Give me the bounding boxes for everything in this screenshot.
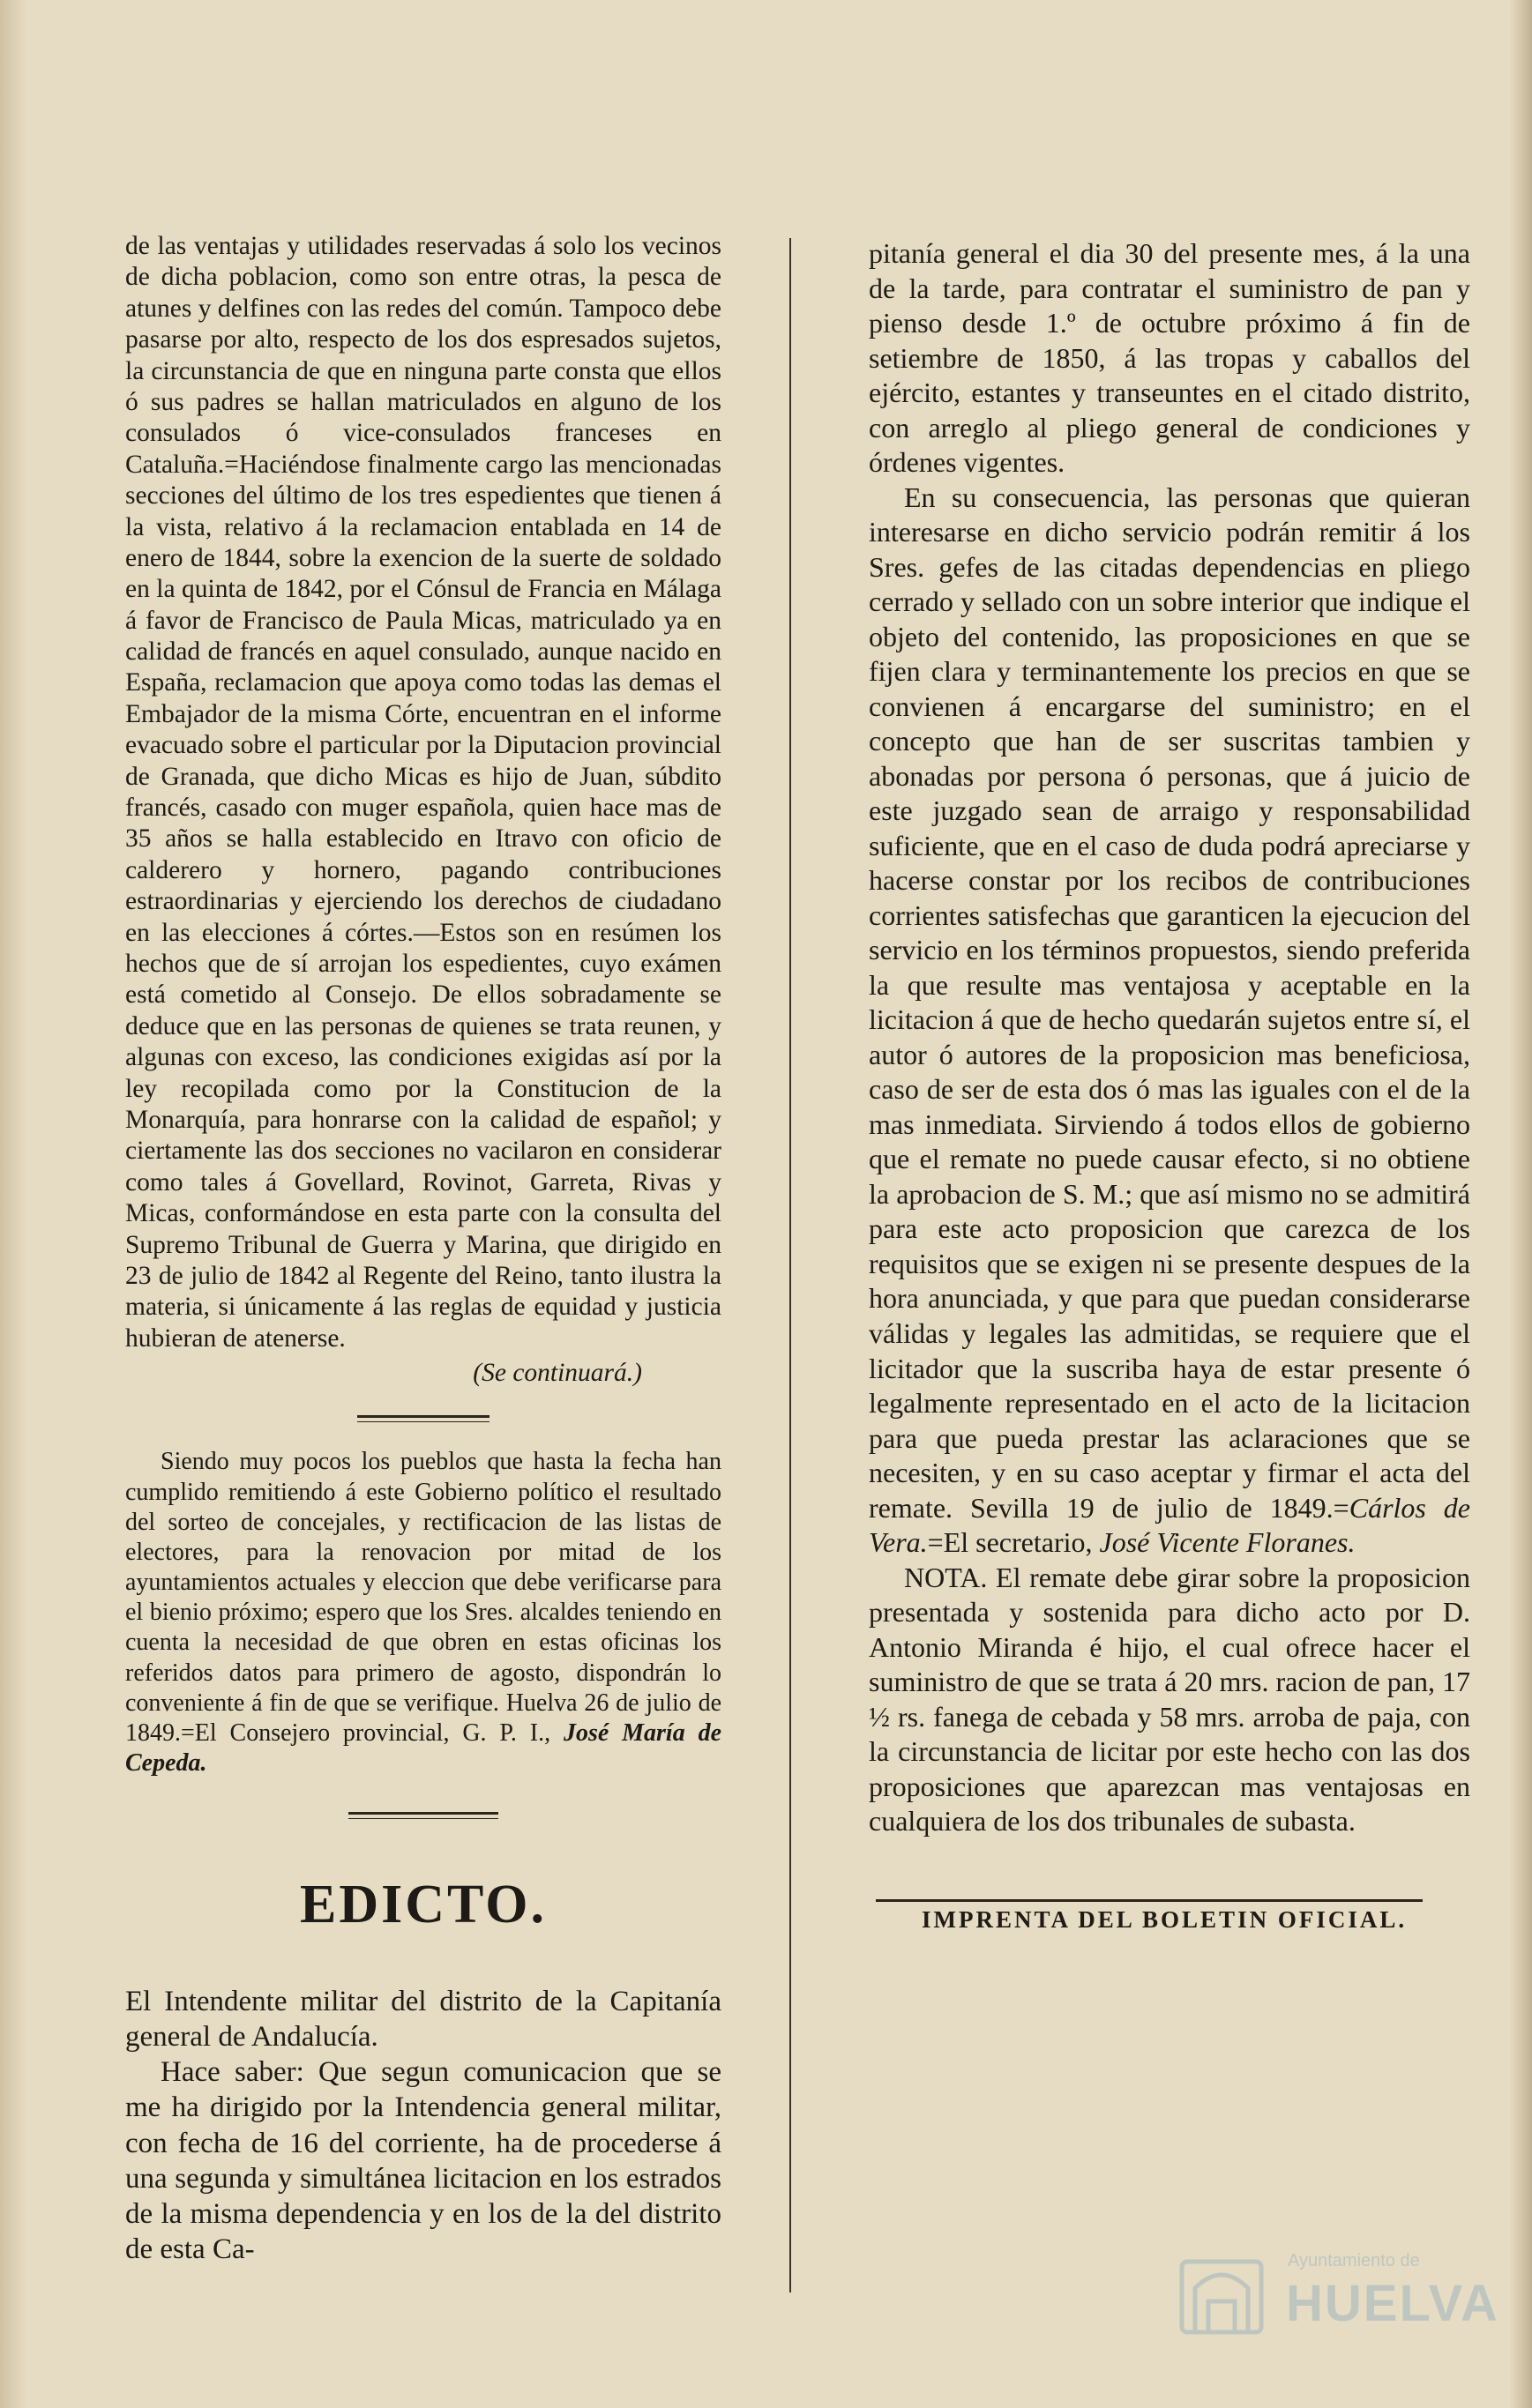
nota-paragraph <box>869 1561 1470 1839</box>
page-edge-right <box>1509 0 1532 2408</box>
edicto-body-start: Hace saber: Que segun comunicacion que se me ha dirigido por la Intendencia general militar, con fecha de 16 del corriente, ha de procederse á una segunda y simultánea licitacion en los estrados de la misma dependencia y en los de la del distrito de esta Ca- <box>125 2056 721 2266</box>
edicto-heading: El Intendente militar del distrito de la Capitanía general de Andalucía. <box>125 1985 721 2053</box>
edicto-continued: pitanía general el dia 30 del presente mes, á la una de la tarde, para contratar el suministro de pan y pienso desde 1.º de octubre próximo á fin de setiembre de 1850, á las tropas y caballos del ejército, estantes y transeuntes en el citado distrito, con arreglo al pliego general de condiciones y órdenes vigentes. <box>869 237 1470 479</box>
elections-notice-text: Siendo muy pocos los pueblos que hasta la fecha han cumplido remitiendo á este Gobierno político el resultado del sorteo de concejales, y rectificacion de las listas de electores, para la renovacion por mitad de los ayuntamientos actuales y eleccion que debe verificarse para el bienio próximo; espero que los Sres. alcaldes teniendo en cuenta la necesidad de que obren en estas oficinas los referidos datos para primero de agosto, dispondrán lo conveniente á fin de que se verifique. Huelva 26 de julio de 1849.=El Consejero provincial, G. P. I., <box>125 1448 721 1747</box>
watermark-small-label: Ayuntamiento de <box>1288 2251 1420 2270</box>
watermark-big-label: HUELVA <box>1286 2275 1499 2332</box>
nota-text: El remate debe girar sobre la proposicion presentada y sostenida para dicho acto por D. Antonio Miranda é hijo, el cual ofrece hacer el suministro de que se trata á 20 mrs. racion de pan, 17 ½ rs. fanega de cebada y 58 mrs. arroba de paja, con la circunstancia de licitar por este hecho con las dos proposiciones que aparezcan mas ventajosas en cualquiera de los dos tribunales de subasta. <box>869 1561 1471 1838</box>
left-column <box>125 231 721 2268</box>
consecuencia-paragraph <box>869 481 1470 1561</box>
nota-label: NOTA. <box>904 1561 988 1593</box>
huelva-logo-icon <box>1164 2235 1279 2350</box>
signature-secretary-label: =El secretario, <box>927 1526 1093 1559</box>
edicto-title: EDICTO. <box>300 1875 547 1935</box>
imprenta-rule <box>876 1899 1423 1902</box>
column-divider <box>789 238 791 2292</box>
signature-carlos-de-vera: Cárlos de Vera. <box>869 1491 1471 1559</box>
consecuencia-text: En su consecuencia, las personas que quieran interesarse en dicho servicio podrán remitir á los Sres. gefes de las citadas dependencias en pliego cerrado y sellado con un sobre interior que indique el objeto del contenido, las proposiciones en que se fijen clara y terminantemente los precios en que se convienen á encargarse del suministro; en el concepto que han de ser suscritas tambien y abonadas por persona ó personas, que á juicio de este juzgado sean de arraigo y responsabilidad suficiente, que en el caso de duda podrá apreciarse y hacerse constar por los recibos de contribuciones corrientes satisfechas que garanticen la ejecucion del servicio en los términos propuestos, siendo preferida la que resulte mas ventajosa y aceptable en la licitacion á que de hecho quedarán sujetos entre sí, el autor ó autores de la proposicion mas beneficiosa, caso de ser de esta dos ó mas las iguales con el de la mas inmediata. Sirviendo á todos ellos de gobierno que el remate no puede causar efecto, si no obtiene la aprobacion de S. M.; que así mismo no se admitirá para este acto proposicion que carezca de los requisitos que se exigen ni se presente despues de la hora anunciada, y que para que puedan considerarse válidas y legales las admitidas, se requiere que el licitador que la suscriba haya de estar presente ó legalmente representado en el acto de la licitacion para que pueda prestar las aclaraciones que se necesiten, y en su caso aceptar y firmar el acta del remate. Sevilla 19 de julio de 1849.= <box>869 481 1470 1524</box>
ornament-divider-2 <box>348 1812 498 1819</box>
signature-secretary-name: José Vicente Floranes. <box>1099 1526 1356 1559</box>
consejo-report-paragraph: de las ventajas y utilidades reservadas á solo los vecinos de dicha poblacion, como son entre otras, la pesca de atunes y delfines con las redes del común. Tampoco debe pasarse por alto, respecto de los dos espresados sujetos, la circunstancia de que en ninguna parte consta que ellos ó sus padres se hallan matriculados en alguno de los consulados ó vice-consulados franceses en Cataluña.=Haciéndose finalmente cargo las mencionadas secciones del último de los tres espedientes que tienen á la vista, relativo á la reclamacion entablada en 14 de enero de 1844, sobre la exencion de la suerte de soldado en la quinta de 1842, por el Cónsul de Francia en Málaga á favor de Francisco de Paula Micas, matriculado ya en calidad de francés en aquel consulado, aunque nacido en España, reclamacion que apoya como todas las demas el Embajador de la misma Córte, encuentran en el informe evacuado sobre el particular por la Diputacion provincial de Granada, que dicho Micas es hijo de Juan, súbdito francés, casado con muger española, quien hace mas de 35 años se halla establecido en Itravo con oficio de calderero y hornero, pagando contribuciones estraordinarias y ejerciendo los derechos de ciudadano en las elecciones á córtes.—Estos son en resúmen los hechos que de sí arrojan los espedientes, cuyo exámen está cometido al Consejo. De ellos sobradamente se deduce que en las personas de quienes se trata reunen, y algunas con exceso, las condiciones exigidas así por la ley recopilada como por la Constitucion de la Monarquía, para honrarse con la calidad de español; y ciertamente las dos secciones no vacilaron en considerar como tales á Govellard, Rovinot, Garreta, Rivas y Micas, conformándose en esta parte con la consulta del Supremo Tribunal de Guerra y Marina, que dirigido en 23 de julio de 1842 al Regente del Reino, tanto ilustra la materia, si únicamente á las reglas de equidad y justicia hubieran de atenerse. <box>125 232 721 1353</box>
page-edge-left <box>0 0 26 2408</box>
right-column <box>869 236 1470 1935</box>
ornament-divider <box>357 1415 489 1422</box>
continuation-note: (Se continuará.) <box>473 1359 642 1388</box>
elections-notice <box>125 1447 721 1778</box>
imprenta-footer: IMPRENTA DEL BOLETIN OFICIAL. <box>922 1905 1408 1933</box>
huelva-watermark <box>1164 2235 1499 2350</box>
notice-signature: José María de Cepeda. <box>125 1718 721 1778</box>
